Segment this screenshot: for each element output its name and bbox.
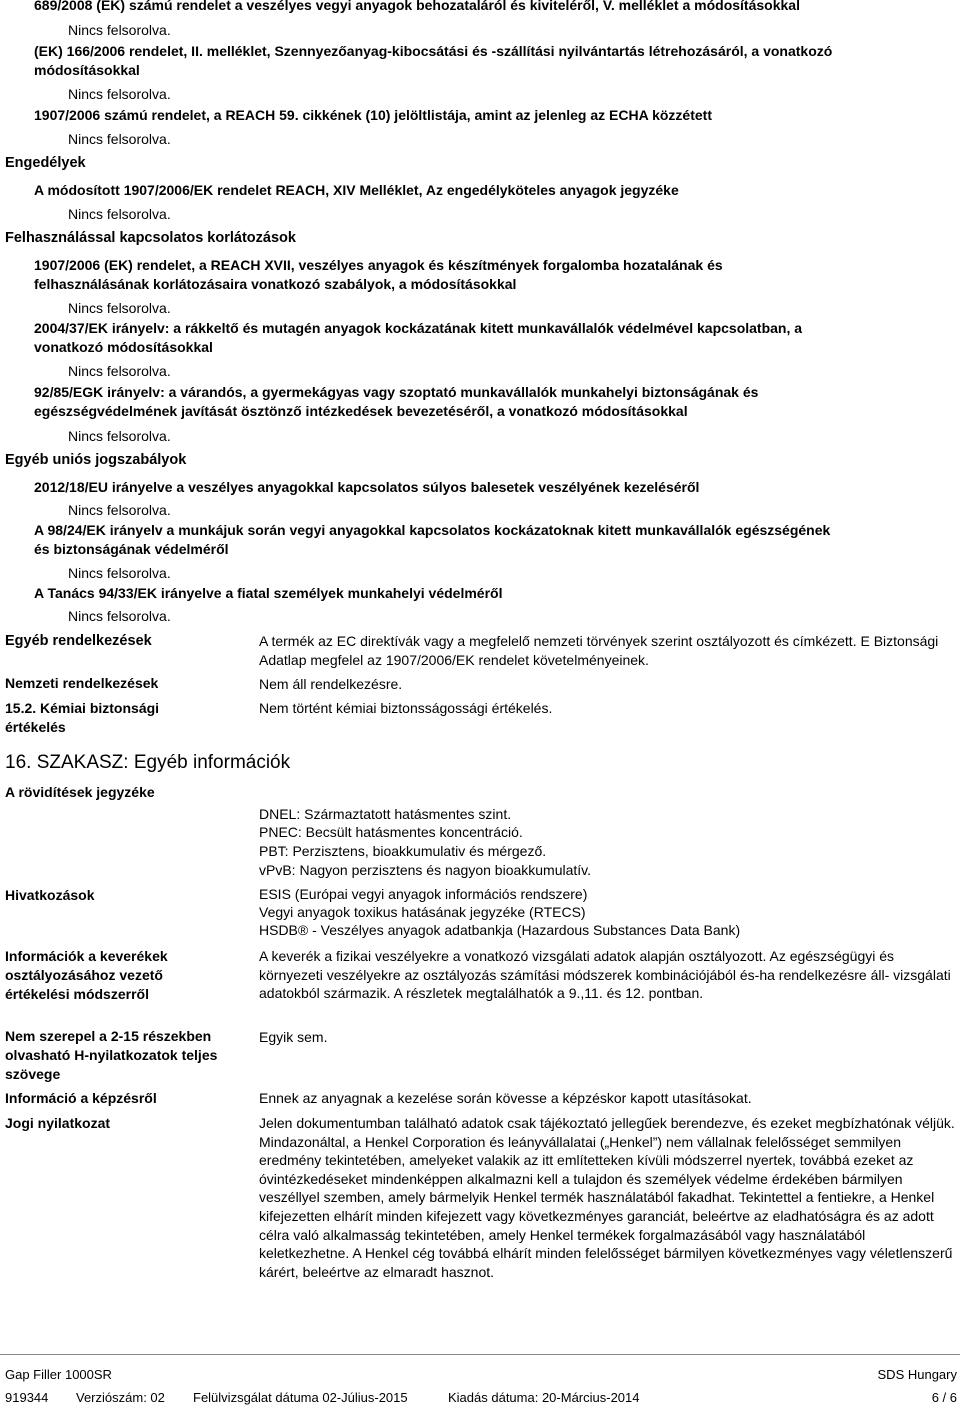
unios-2-line1: A 98/24/EK irányelv a munkájuk során vegyi anyagokkal kapcsolatos kockázatoknak kitett munkavállalók egészségének <box>34 522 831 538</box>
korlatozasok-heading: Felhasználással kapcsolatos korlátozások <box>5 230 296 246</box>
hivatkozasok-label: Hivatkozások <box>5 887 95 903</box>
rovidites-pbt: PBT: Perzisztens, bioakkumulativ és mérgező. <box>259 843 547 859</box>
korlatozas-1-line1: 1907/2006 (EK) rendelet, a REACH XVII, veszélyes anyagok és készítmények forgalomba hozatalának és <box>34 257 723 273</box>
korlatozas-3-status: Nincs felsorolva. <box>68 428 171 444</box>
kepzes-text: Ennek az anyagnak a kezelése során kövesse a képzéskor kapott utasításokat. <box>259 1090 752 1106</box>
hivatkozas-hsdb: HSDB® - Veszélyes anyagok adatbankja (Hazardous Substances Data Bank) <box>259 922 741 938</box>
kemiai-ertekeles-text: Nem történt kémiai biztonsságossági értékelés. <box>259 700 553 716</box>
section16-title: 16. SZAKASZ: Egyéb információk <box>5 752 291 773</box>
kemiai-ertekeles-label: 15.2. Kémiai biztonsági értékelés <box>5 700 160 735</box>
korlatozas-2-status: Nincs felsorolva. <box>68 363 171 379</box>
unios-2-line2: és biztonságának védelméről <box>34 541 229 557</box>
rovidites-dnel: DNEL: Származtatott hatásmentes szint. <box>259 806 512 822</box>
reg-166-title-line1: (EK) 166/2006 rendelet, II. melléklet, Szennyezőanyag-kibocsátási és -szállítási nyilvántartás létrehozásáról, a vonatkozó <box>34 43 833 59</box>
unios-1-status: Nincs felsorolva. <box>68 502 171 518</box>
egyeb-rendelkezesek-text: A termék az EC direktívák vagy a megfelelő nemzeti törvények szerint osztályozott és címkézett. E Biztonsági Adatlap megfelel az 1907/2006/EK rendelet követelményeinek. <box>259 633 939 668</box>
engedelyek-heading: Engedélyek <box>5 155 86 171</box>
korlatozas-1-status: Nincs felsorolva. <box>68 300 171 316</box>
kepzes-label: Információ a képzésről <box>5 1090 157 1106</box>
unios-1-line1: 2012/18/EU irányelve a veszélyes anyagokkal kapcsolatos súlyos balesetek veszélyének kezeléséről <box>34 479 700 495</box>
h-nyilatkozatok-text: Egyik sem. <box>259 1029 328 1045</box>
reg-166-status: Nincs felsorolva. <box>68 86 171 102</box>
reg-689-status: Nincs felsorolva. <box>68 22 171 38</box>
reg-689-title: 689/2008 (EK) számú rendelet a veszélyes vegyi anyagok behozataláról és kiviteléről, V. melléklet a módosításokkal <box>34 0 800 13</box>
korlatozas-1-line2: felhasználásának korlátozásaira vonatkozó szabályok, a módosításokkal <box>34 276 517 292</box>
h-nyilatkozatok-label: Nem szerepel a 2-15 részekben olvasható H-nyilatkozatok teljes szövege <box>5 1028 218 1082</box>
korlatozas-2-line1: 2004/37/EK irányelv: a rákkeltő és mutagén anyagok kockázatának kitett munkavállalók védelmével kapcsolatban, a <box>34 320 803 336</box>
egyeb-unios-heading: Egyéb uniós jogszabályok <box>5 452 187 468</box>
unios-3-status: Nincs felsorolva. <box>68 608 171 624</box>
rovidites-pnec: PNEC: Becsült hatásmentes koncentráció. <box>259 824 523 840</box>
engedelyek-title: A módosított 1907/2006/EK rendelet REACH, XIV Melléklet, Az engedélyköteles anyagok jegyzéke <box>34 182 679 198</box>
reg-166-title-line2: módosításokkal <box>34 62 140 78</box>
korlatozas-2-line2: vonatkozó módosításokkal <box>34 339 213 355</box>
footer-version: Verziószám: 02 <box>76 1390 165 1405</box>
footer-issue-date: Kiadás dátuma: 20-Március-2014 <box>448 1390 640 1405</box>
footer-revision-date: Felülvizsgálat dátuma 02-Július-2015 <box>193 1390 408 1405</box>
hivatkozas-rtecs: Vegyi anyagok toxikus hatásának jegyzéke (RTECS) <box>259 904 586 920</box>
rovidites-vpvb: vPvB: Nagyon perzisztens és nagyon bioakkumulatív. <box>259 862 592 878</box>
reg-reach59-title: 1907/2006 számú rendelet, a REACH 59. cikkének (10) jelöltlistája, amint az jelenleg az ECHA közzétett <box>34 107 712 123</box>
hivatkozas-esis: ESIS (Európai vegyi anyagok információs rendszere) <box>259 886 588 902</box>
korlatozas-3-line2: egészségvédelmének javítását ösztönző intézkedések bevezetéséről, a vonatkozó módosításokkal <box>34 403 688 419</box>
jogi-nyilatkozat-text: Jelen dokumentumban található adatok csak tájékoztató jellegűek berendezve, és ezeket megbízhatónak véljük. Mindazonáltal, a Henkel Corporation és leányvállalatai („Henkel”) nem vállalnak felelősséget semmilyen eredmény tekintetében, amelyeket valakik az itt említetteken kívüli módszerrel nyertek, továbbá ezeket az óvintézkedéseket mindenképpen alkalmazni kell a tulajdon és személyek védelme érdekében bármilyen veszéllyel szemben, amely bármelyik Henkel termék használatából fakadhat. Tekintettel a fentiekre, a Henkel kifejezetten elhárít minden kifejezett vagy következményes garanciát, beleértve az eladhatóságra és az adott célra való alkalmasság tekintetében, amely Henkel termékek forgalmazásából vagy használatából keletkezhetne. A Henkel cég továbbá elhárít minden felelősséget bármilyen következményes vagy véletlenszerű kárért, beleértve az elmaradt hasznot. <box>259 1115 955 1280</box>
engedelyek-status: Nincs felsorolva. <box>68 206 171 222</box>
nemzeti-rendelkezesek-label: Nemzeti rendelkezések <box>5 675 159 691</box>
footer-page-number: 6 / 6 <box>931 1390 957 1405</box>
modszer-label: Információk a keverékek osztályozásához vezető értékelési módszerről <box>5 948 168 1002</box>
reg-reach59-status: Nincs felsorolva. <box>68 131 171 147</box>
footer-product: Gap Filler 1000SR <box>5 1367 112 1382</box>
footer-divider <box>0 1354 960 1355</box>
footer-doc-type: SDS Hungary <box>877 1367 957 1382</box>
nemzeti-rendelkezesek-text: Nem áll rendelkezésre. <box>259 676 403 692</box>
roviditesek-label: A rövidítések jegyzéke <box>5 784 155 800</box>
unios-3-line1: A Tanács 94/33/EK irányelve a fiatal személyek munkahelyi védelméről <box>34 585 503 601</box>
footer-number: 919344 <box>5 1390 49 1405</box>
modszer-text: A keverék a fizikai veszélyekre a vonatkozó vizsgálati adatok alapján osztályozott. Az egészségügyi és környezeti veszélyekre az osztályozás számítási módszerek kombinációjából és-ha rendelkezésre áll- vizsgálati adatokból származik. A részletek megtalálhatók a 9.,11. és 12. pontban. <box>259 948 951 1002</box>
korlatozas-3-line1: 92/85/EGK irányelv: a várandós, a gyermekágyas vagy szoptató munkavállalók munkahelyi biztonságának és <box>34 384 759 400</box>
jogi-nyilatkozat-label: Jogi nyilatkozat <box>5 1115 111 1131</box>
unios-2-status: Nincs felsorolva. <box>68 565 171 581</box>
egyeb-rendelkezesek-label: Egyéb rendelkezések <box>5 633 152 649</box>
